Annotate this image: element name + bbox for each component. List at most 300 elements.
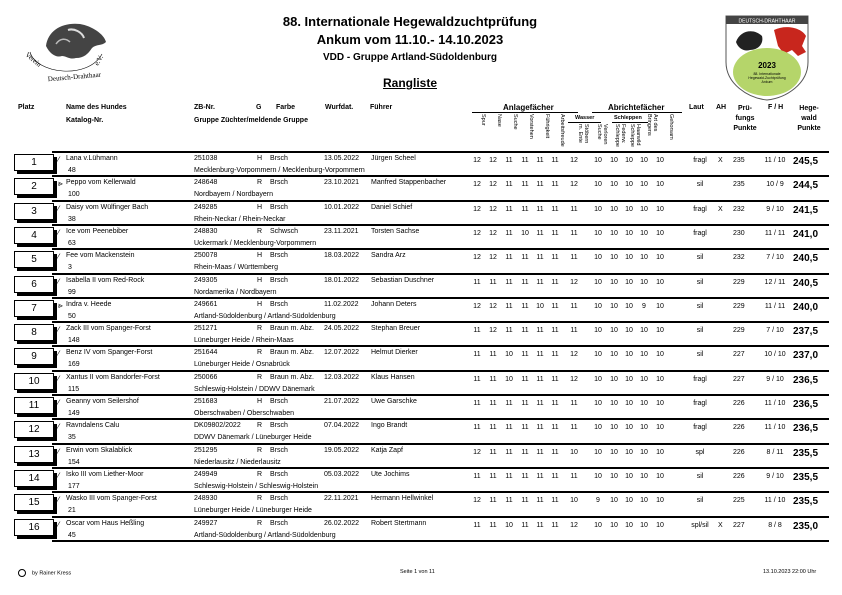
- laut: fragl: [693, 205, 707, 213]
- score-10: 10: [640, 254, 648, 262]
- zb-nr: 249927: [194, 519, 218, 527]
- footer-author-text: by Rainer Kress: [32, 570, 72, 577]
- gruppe: Uckermark / Mecklenburg-Vorpommern: [194, 239, 317, 247]
- score-9: 10: [625, 521, 633, 529]
- score-5: 11: [551, 424, 559, 432]
- gender: R: [257, 422, 263, 430]
- wurfdatum: 13.05.2022: [324, 155, 360, 162]
- score-4: 11: [536, 375, 544, 383]
- score-8: 10: [610, 327, 618, 335]
- page-subtitle: Ankum vom 11.10.- 14.10.2023: [316, 32, 504, 47]
- score-10: 9: [642, 302, 646, 310]
- score-5: 11: [551, 254, 559, 262]
- male-symbol-icon: ∕: [58, 519, 60, 529]
- platz-badge: 6: [14, 276, 54, 293]
- svg-text:Verein: Verein: [23, 50, 43, 69]
- score-8: 10: [610, 181, 618, 189]
- gruppe: Schleswig-Holstein / Schleswig-Holstein: [194, 482, 319, 490]
- male-symbol-icon: ∕: [58, 252, 60, 262]
- score-11: 10: [656, 278, 664, 286]
- score-0: 11: [473, 472, 481, 480]
- score-1: 12: [489, 327, 497, 335]
- fuehrer: Helmut Dierker: [371, 349, 418, 357]
- score-0: 12: [473, 302, 481, 310]
- col-laut: Laut: [689, 104, 704, 111]
- svg-text:Ankum: Ankum: [761, 80, 773, 84]
- gender: R: [257, 179, 263, 187]
- score-6: 11: [570, 254, 578, 262]
- score-11: 10: [656, 181, 664, 189]
- zb-nr: 248648: [194, 179, 218, 187]
- score-8: 10: [610, 497, 618, 505]
- footer-author: [18, 569, 71, 577]
- zb-nr: 249285: [194, 203, 218, 211]
- col-stoebern: Stöbern m. Ente: [577, 124, 589, 144]
- score-1: 11: [489, 351, 497, 359]
- score-10: 10: [640, 400, 648, 407]
- fuehrer: Daniel Schief: [371, 203, 413, 211]
- row-divider: [52, 321, 829, 323]
- col-vorstehen: Vorstehen: [528, 114, 534, 139]
- score-5: 11: [551, 302, 559, 310]
- gender: H: [257, 155, 263, 162]
- score-9: 10: [625, 400, 633, 407]
- farbe: Brsch: [270, 422, 288, 430]
- score-2: 11: [505, 472, 513, 480]
- score-7: 10: [594, 229, 602, 237]
- zb-nr: 249661: [194, 300, 218, 308]
- score-8: 10: [610, 472, 618, 480]
- score-2: 11: [505, 302, 513, 310]
- fuehrer: Hermann Hellwinkel: [371, 495, 434, 503]
- ah: X: [718, 521, 723, 529]
- score-0: 12: [473, 157, 481, 164]
- katalog-nr: 99: [68, 288, 76, 296]
- female-symbol-icon: ⪢: [58, 179, 63, 189]
- f-h: 7 / 10: [766, 327, 784, 335]
- laut: fragl: [693, 400, 707, 407]
- wurfdatum: 19.05.2022: [324, 446, 360, 454]
- col-ah: AH: [716, 104, 727, 111]
- platz-badge: 15: [14, 494, 54, 511]
- platz-badge: 8: [14, 324, 54, 341]
- score-2: 11: [505, 157, 513, 164]
- score-11: 10: [656, 327, 664, 335]
- score-2: 11: [505, 497, 513, 505]
- f-h: 10 / 10: [764, 351, 786, 359]
- score-0: 11: [473, 278, 481, 286]
- score-4: 11: [536, 254, 544, 262]
- svg-text:2023: 2023: [758, 61, 776, 70]
- score-8: 10: [610, 254, 618, 262]
- platz-badge: 7: [14, 300, 54, 317]
- hegewald-punkte: 235,0: [793, 520, 819, 532]
- fuehrer: Sandra Arz: [371, 252, 406, 260]
- score-2: 11: [505, 424, 513, 432]
- pruefungspunkte: 229: [733, 278, 745, 286]
- score-4: 11: [536, 205, 544, 213]
- hegewald-punkte: 244,5: [793, 180, 819, 192]
- list-title: Rangliste: [382, 76, 437, 90]
- gender: R: [257, 446, 263, 454]
- laut: fragl: [693, 424, 707, 432]
- row-divider: [52, 175, 829, 177]
- score-6: 10: [570, 497, 578, 505]
- score-3: 11: [521, 351, 529, 359]
- pruefungspunkte: 227: [733, 375, 745, 383]
- zb-nr: 251683: [194, 398, 218, 405]
- score-9: 10: [625, 254, 633, 262]
- gruppe: Niederlausitz / Niederlausitz: [194, 458, 281, 466]
- score-6: 11: [570, 400, 578, 407]
- score-4: 11: [536, 424, 544, 432]
- hegewald-punkte: 237,5: [793, 326, 819, 338]
- pruefungspunkte: 226: [733, 472, 745, 480]
- score-11: 10: [656, 521, 664, 529]
- hegewald-punkte: 237,0: [793, 350, 819, 362]
- footer-page: Seite 1 von 11: [400, 569, 435, 575]
- gruppe: Lüneburger Heide / Rhein-Maas: [194, 337, 294, 345]
- score-5: 11: [551, 400, 559, 407]
- row-divider: [52, 297, 829, 299]
- dog-name: Ravndalens Calu: [66, 422, 120, 430]
- dog-name: Indra v. Heede: [66, 300, 112, 308]
- f-h: 9 / 10: [766, 472, 784, 480]
- dog-name: Peppo vom Kellerwald: [66, 179, 136, 187]
- katalog-nr: 3: [68, 264, 72, 272]
- platz-badge: 11: [14, 397, 54, 414]
- score-5: 11: [551, 278, 559, 286]
- row-divider: [52, 467, 829, 469]
- katalog-nr: 45: [68, 531, 76, 539]
- fuehrer: Sebastian Duschner: [371, 276, 435, 284]
- gruppe: Artland-Südoldenburg / Artland-Südoldenburg: [194, 531, 336, 539]
- gruppe: Artland-Südoldenburg / Artland-Südoldenburg: [194, 312, 336, 320]
- male-symbol-icon: ∕: [58, 349, 60, 359]
- score-9: 10: [625, 351, 633, 359]
- score-5: 11: [551, 157, 559, 164]
- footer-timestamp: 13.10.2023 22:00 Uhr: [763, 569, 817, 575]
- wurfdatum: 07.04.2022: [324, 422, 360, 430]
- gender: H: [257, 398, 263, 405]
- katalog-nr: 115: [68, 385, 80, 393]
- score-10: 10: [640, 205, 648, 213]
- score-8: 10: [610, 521, 618, 529]
- score-0: 11: [473, 327, 481, 335]
- hegewald-punkte: 235,5: [793, 496, 819, 508]
- score-11: 10: [656, 254, 664, 262]
- score-7: 10: [594, 205, 602, 213]
- katalog-nr: 177: [68, 482, 80, 490]
- score-11: 10: [656, 205, 664, 213]
- farbe: Braun m. Abz.: [270, 373, 314, 381]
- score-5: 11: [551, 521, 559, 529]
- dog-name: Oscar vom Haus Heßling: [66, 519, 145, 527]
- dog-name: Daisy vom Wülfinger Bach: [66, 203, 149, 211]
- katalog-nr: 38: [68, 215, 76, 223]
- col-platz: Platz: [18, 104, 35, 111]
- gruppe: Lüneburger Heide / Lüneburger Heide: [194, 507, 312, 515]
- col-art-des-bringens: Art des Bringens: [646, 114, 658, 136]
- score-6: 11: [570, 302, 578, 310]
- score-4: 11: [536, 497, 544, 505]
- col-spur: Spur: [480, 114, 486, 126]
- score-6: 12: [570, 157, 578, 164]
- score-3: 10: [521, 229, 529, 237]
- score-7: 10: [594, 302, 602, 310]
- col-schleppen: Schleppen: [614, 115, 642, 121]
- f-h: 10 / 9: [766, 181, 784, 189]
- logo-left: [18, 8, 110, 88]
- score-7: 10: [594, 424, 602, 432]
- zb-nr: 251038: [194, 155, 218, 162]
- col-g: G: [256, 104, 262, 111]
- score-0: 11: [473, 351, 481, 359]
- svg-text:DEUTSCH-DRAHTHAAR: DEUTSCH-DRAHTHAAR: [738, 18, 796, 25]
- katalog-nr: 50: [68, 312, 76, 320]
- score-5: 11: [551, 351, 559, 359]
- score-4: 11: [536, 229, 544, 237]
- gender: R: [257, 519, 263, 527]
- col-fuehrer: Führer: [370, 104, 393, 111]
- ah: X: [718, 205, 723, 213]
- score-2: 11: [505, 254, 513, 262]
- gender: R: [257, 373, 263, 381]
- logo-right: [722, 12, 812, 102]
- score-6: 11: [570, 327, 578, 335]
- score-5: 11: [551, 205, 559, 213]
- row-divider: [52, 345, 829, 347]
- score-10: 10: [640, 181, 648, 189]
- score-10: 10: [640, 229, 648, 237]
- copyright-icon: [18, 569, 26, 577]
- gruppe: Mecklenburg-Vorpommern / Mecklenburg-Vorpommern: [194, 167, 365, 174]
- score-4: 11: [536, 278, 544, 286]
- farbe: Brsch: [270, 519, 288, 527]
- svg-text:e.V.: e.V.: [92, 53, 106, 67]
- farbe: Brsch: [270, 276, 288, 284]
- score-1: 11: [489, 521, 497, 529]
- katalog-nr: 35: [68, 434, 76, 442]
- wurfdatum: 10.01.2022: [324, 203, 360, 211]
- platz-badge: 3: [14, 203, 54, 220]
- platz-badge: 16: [14, 519, 54, 536]
- score-6: 12: [570, 375, 578, 383]
- score-11: 10: [656, 375, 664, 383]
- male-symbol-icon: ∕: [58, 398, 60, 407]
- col-verloren-suche: Verloren Suche: [596, 124, 608, 145]
- score-8: 10: [610, 302, 618, 310]
- score-2: 11: [505, 181, 513, 189]
- hegewald-punkte: 236,5: [793, 374, 819, 386]
- score-4: 11: [536, 327, 544, 335]
- gruppe: Oberschwaben / Oberschwaben: [194, 410, 294, 417]
- platz-badge: 9: [14, 348, 54, 365]
- dog-name: Fee vom Mackenstein: [66, 252, 135, 260]
- male-symbol-icon: ∕: [58, 276, 60, 286]
- laut: sil: [696, 327, 704, 335]
- zb-nr: 251271: [194, 325, 218, 333]
- score-4: 10: [536, 302, 544, 310]
- score-0: 12: [473, 254, 481, 262]
- score-3: 11: [521, 497, 529, 505]
- col-fuehrigkeit: Führigkeit: [544, 114, 550, 139]
- f-h: 11 / 10: [764, 497, 786, 505]
- platz-badge: 10: [14, 373, 54, 390]
- wurfdatum: 05.03.2022: [324, 470, 360, 478]
- pruefungspunkte: 235: [733, 157, 745, 164]
- score-6: 11: [570, 472, 578, 480]
- score-7: 10: [594, 472, 602, 480]
- score-8: 10: [610, 205, 618, 213]
- wurfdatum: 26.02.2022: [324, 519, 360, 527]
- svg-text:Deutsch-Drahthaar: Deutsch-Drahthaar: [47, 70, 102, 84]
- score-7: 10: [594, 157, 602, 164]
- score-9: 10: [625, 497, 633, 505]
- fuehrer: Robert Stertmann: [371, 519, 427, 527]
- score-9: 10: [625, 157, 633, 164]
- score-6: 12: [570, 351, 578, 359]
- score-7: 10: [594, 375, 602, 383]
- score-1: 11: [489, 472, 497, 480]
- platz-badge: 1: [14, 154, 54, 171]
- col-gruppe: Gruppe Züchter/meldende Gruppe: [194, 117, 308, 124]
- score-4: 11: [536, 351, 544, 359]
- score-0: 12: [473, 229, 481, 237]
- katalog-nr: 63: [68, 239, 76, 247]
- row-divider: [52, 394, 829, 396]
- score-11: 10: [656, 448, 664, 456]
- gruppe: Schleswig-Holstein / DDWV Dänemark: [194, 385, 315, 393]
- score-3: 11: [521, 205, 529, 213]
- score-11: 10: [656, 157, 664, 164]
- gruppe: Nordbayern / Nordbayern: [194, 191, 273, 199]
- col-fh: F / H: [768, 104, 784, 111]
- score-7: 10: [594, 448, 602, 456]
- dog-name: Ice vom Peenebiber: [66, 227, 129, 235]
- male-symbol-icon: ∕: [58, 325, 60, 335]
- zb-nr: 250078: [194, 252, 218, 260]
- wasser-divider: [568, 122, 601, 123]
- hegewald-punkte: 235,5: [793, 471, 819, 483]
- f-h: 8 / 11: [766, 448, 784, 456]
- gruppe: Lüneburger Heide / Osnabrück: [194, 361, 290, 369]
- hegewald-punkte: 241,5: [793, 204, 819, 216]
- score-8: 10: [610, 157, 618, 164]
- score-2: 10: [505, 351, 513, 359]
- col-wurfdat: Wurfdat.: [325, 104, 354, 111]
- pruefungspunkte: 235: [733, 181, 745, 189]
- score-9: 10: [625, 302, 633, 310]
- row-divider: [52, 200, 829, 202]
- score-4: 11: [536, 472, 544, 480]
- score-3: 11: [521, 424, 529, 432]
- score-4: 11: [536, 181, 544, 189]
- col-zb: ZB-Nr.: [194, 104, 215, 111]
- dog-name: Isko III vom Liether-Moor: [66, 470, 144, 478]
- platz-badge: 13: [14, 446, 54, 463]
- score-9: 10: [625, 205, 633, 213]
- laut: fragl: [693, 375, 707, 383]
- row-divider: [52, 443, 829, 445]
- score-3: 11: [521, 327, 529, 335]
- farbe: Brsch: [270, 398, 288, 405]
- f-h: 9 / 10: [766, 205, 784, 213]
- score-1: 12: [489, 181, 497, 189]
- farbe: Brsch: [270, 203, 288, 211]
- score-8: 10: [610, 278, 618, 286]
- col-farbe: Farbe: [276, 104, 296, 111]
- table-row: [14, 516, 829, 547]
- col-gehorsam: Gehorsam: [668, 114, 674, 140]
- score-2: 11: [505, 400, 513, 407]
- score-6: 11: [570, 205, 578, 213]
- col-arbeitsfreude: Arbeitsfreude: [559, 114, 565, 147]
- score-8: 10: [610, 375, 618, 383]
- male-symbol-icon: ∕: [58, 446, 60, 456]
- score-1: 11: [489, 424, 497, 432]
- score-10: 10: [640, 278, 648, 286]
- score-8: 10: [610, 424, 618, 432]
- col-abrichtefaecher: Abrichtefächer: [608, 103, 665, 112]
- farbe: Brsch: [270, 495, 288, 503]
- score-10: 10: [640, 375, 648, 383]
- farbe: Schwsch: [270, 227, 299, 235]
- score-10: 10: [640, 327, 648, 335]
- laut: fragl: [693, 157, 707, 164]
- fuehrer: Torsten Sachse: [371, 227, 420, 235]
- katalog-nr: 21: [68, 507, 76, 515]
- score-10: 10: [640, 424, 648, 432]
- score-1: 11: [489, 400, 497, 407]
- hegewald-punkte: 235,5: [793, 447, 819, 459]
- score-0: 11: [473, 400, 481, 407]
- dog-name: Lana v.Lühmann: [66, 155, 118, 162]
- pruefungspunkte: 230: [733, 229, 745, 237]
- hegewald-punkte: 236,5: [793, 399, 819, 410]
- katalog-nr: 154: [68, 458, 80, 466]
- katalog-nr: 169: [68, 361, 80, 369]
- score-11: 10: [656, 497, 664, 505]
- fuehrer: Ingo Brandt: [371, 422, 408, 430]
- laut: sil: [696, 302, 704, 310]
- score-10: 10: [640, 157, 648, 164]
- score-2: 11: [505, 448, 513, 456]
- score-5: 11: [551, 497, 559, 505]
- zb-nr: 248930: [194, 495, 218, 503]
- gender: R: [257, 470, 263, 478]
- hegewald-punkte: 240,5: [793, 277, 819, 289]
- col-katalog: Katalog-Nr.: [66, 117, 104, 124]
- score-5: 11: [551, 229, 559, 237]
- score-7: 10: [594, 521, 602, 529]
- f-h: 12 / 11: [764, 278, 786, 286]
- col-suche: Suche: [512, 114, 518, 130]
- score-1: 11: [489, 497, 497, 505]
- male-symbol-icon: ∕: [58, 495, 60, 505]
- score-2: 11: [505, 327, 513, 335]
- score-10: 10: [640, 521, 648, 529]
- farbe: Brsch: [270, 155, 288, 162]
- score-10: 10: [640, 472, 648, 480]
- fuehrer: Klaus Hansen: [371, 373, 415, 381]
- table-bottom-line: [52, 540, 829, 542]
- score-10: 10: [640, 448, 648, 456]
- score-11: 10: [656, 424, 664, 432]
- fuehrer: Stephan Breuer: [371, 325, 421, 333]
- dog-name: Benz IV vom Spanger-Forst: [66, 349, 153, 357]
- score-3: 11: [521, 400, 529, 407]
